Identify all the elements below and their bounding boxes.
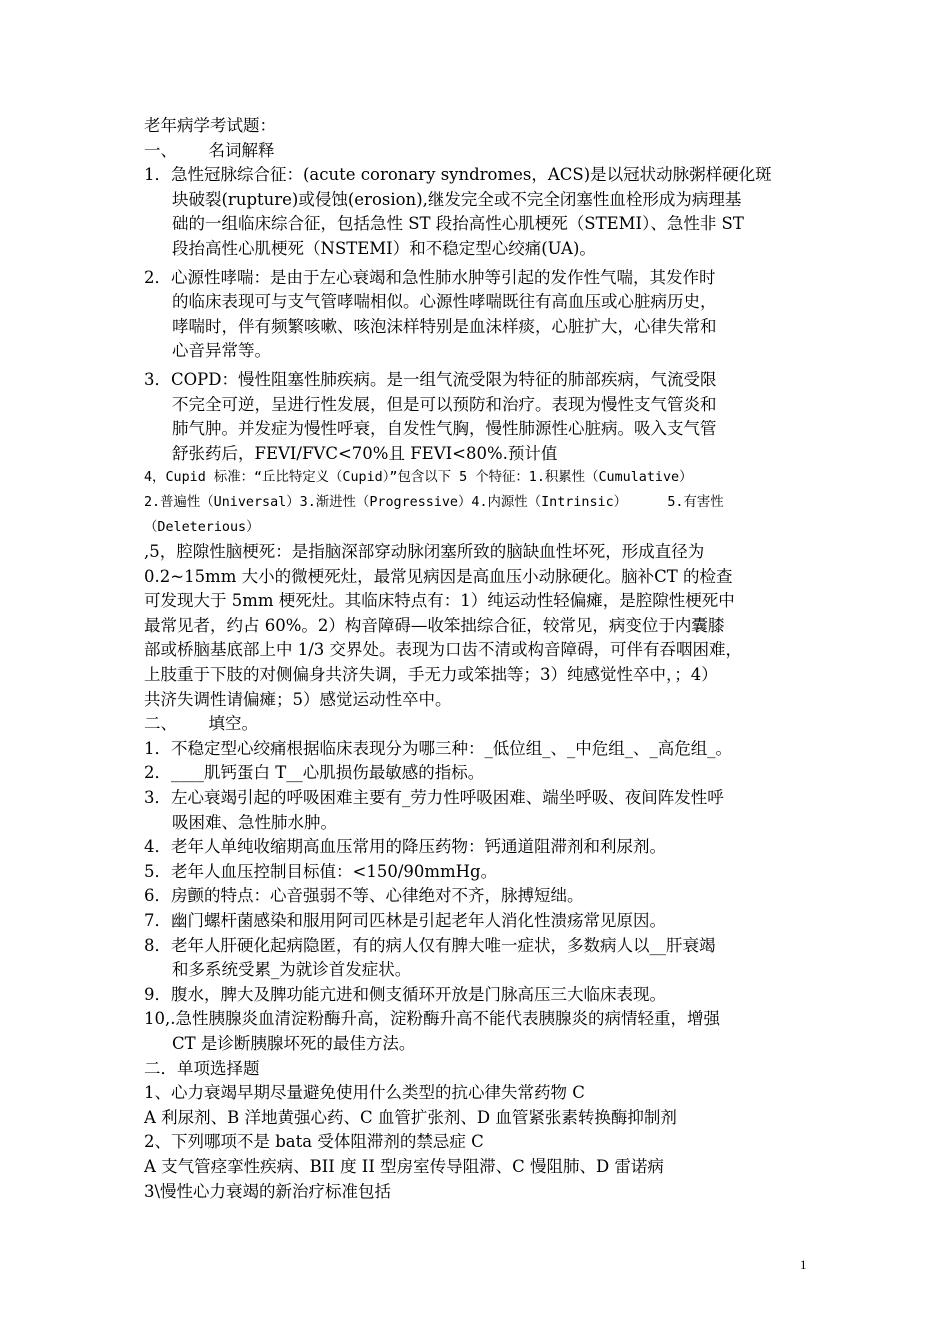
fill-item (144, 761, 808, 786)
fill-item (144, 737, 808, 762)
section-heading-fill-in: 二、 填空。 (144, 714, 258, 734)
paragraph-line: 上肢重于下肢的对侧偏身共济失调，手无力或笨拙等；3）纯感觉性卒中，；4） (144, 665, 718, 685)
paragraph-line: 8．老年人肝硬化起病隐匿，有的病人仅有脾大唯一症状，多数病人以__肝衰竭 (144, 935, 716, 955)
paragraph-line: 4，Cupid 标准：“丘比特定义（Cupid）”包含以下 5 个特征：1.积累性（Cumulative） (144, 470, 693, 486)
paragraph-line: 0.2~15mm 大小的微梗死灶，最常见病因是高血压小动脉硬化。脑补CT 的检查 (144, 566, 733, 586)
fill-item (144, 860, 808, 885)
definition-item-cardiac-asthma (144, 266, 808, 364)
paragraph-line: 可发现大于 5mm 梗死灶。其临床特点有：1）纯运动性轻偏瘫，是腔隙性梗死中 (144, 591, 735, 611)
paragraph-line: 础的一组临床综合征，包括急性 ST 段抬高性心肌梗死（STEMI）、急性非 ST (172, 214, 744, 234)
paragraph-line: 最常见者，约占 60%。2）构音障碍—收笨拙综合征，较常见，病变位于内囊膝 (144, 615, 725, 635)
mcq-options: A 支气管痉挛性疾病、BII 度 II 型房室传导阻滞、C 慢阻肺、D 雷诺病 (144, 1156, 664, 1176)
fill-item (144, 884, 808, 909)
paragraph-line: 2.普遍性（Universal）3.渐进性（Progressive）4.内源性（Intrinsic） 5.有害性 (144, 494, 724, 510)
paragraph-line: 块破裂(rupture)或侵蚀(erosion),继发完全或不完全闭塞性血栓形成为病理基 (172, 189, 742, 209)
section-heading-multiple-choice: 二．单项选择题 (144, 1058, 260, 1078)
paragraph-line: 3．左心衰竭引起的呼吸困难主要有_劳力性呼吸困难、端坐呼吸、夜间阵发性呼 (144, 788, 724, 808)
paragraph-line: （Deleterious） (144, 519, 260, 535)
fill-item (144, 835, 808, 860)
paragraph-line: 和多系统受累_为就诊首发症状。 (172, 960, 412, 980)
paragraph-line: 2．心源性哮喘：是由于左心衰竭和急性肺水肿等引起的发作性气喘，其发作时 (144, 267, 716, 287)
mcq-options: A 利尿剂、B 洋地黄强心药、C 血管扩张剂、D 血管紧张素转换酶抑制剂 (144, 1107, 677, 1127)
paragraph-line: 心音异常等。 (172, 341, 271, 361)
paragraph-line: 3．COPD：慢性阻塞性肺疾病。是一组气流受限为特征的肺部疾病，气流受限 (144, 369, 717, 389)
fill-item (144, 983, 808, 1008)
paragraph-line: 4．老年人单纯收缩期高血压常用的降压药物：钙通道阻滞剂和利尿剂。 (144, 837, 666, 857)
document-body (144, 114, 808, 1204)
paragraph-line: 2．____肌钙蛋白 T__心肌损伤最敏感的指标。 (144, 763, 485, 783)
document-title: 老年病学考试题： (144, 116, 276, 135)
definition-item-acs (144, 163, 808, 261)
paragraph-line: 1．急性冠脉综合征：(acute coronary syndromes，ACS)是以冠状动脉粥样硬化斑 (144, 165, 772, 185)
paragraph-line: 肺气肿。并发症为慢性呼衰，自发性气胸，慢性肺源性心脏病。吸入支气管 (172, 419, 717, 439)
paragraph-line: 1．不稳定型心绞痛根据临床表现分为哪三种：_低位组_、_中危组_、_高危组_。 (144, 738, 732, 758)
paragraph-line: 7．幽门螺杆菌感染和服用阿司匹林是引起老年人消化性溃疡常见原因。 (144, 911, 666, 930)
paragraph-line: 9．腹水，脾大及脾功能亢进和侧支循环开放是门脉高压三大临床表现。 (144, 984, 666, 1004)
mcq-question: 1、心力衰竭早期尽量避免使用什么类型的抗心律失常药物 C (144, 1083, 585, 1103)
page-number: 1 (800, 1257, 807, 1272)
paragraph-line: 不完全可逆，呈进行性发展，但是可以预防和治疗。表现为慢性支气管炎和 (172, 394, 717, 414)
paragraph-line: 哮喘时，伴有频繁咳嗽、咳泡沫样特别是血沫样痰，心脏扩大，心律失常和 (172, 316, 717, 336)
fill-item (144, 786, 808, 835)
fill-item (144, 1007, 808, 1056)
mcq-question: 2、下列哪项不是 bata 受体阻滞剂的禁忌症 C (144, 1132, 484, 1152)
paragraph-line: CT 是诊断胰腺坏死的最佳方法。 (172, 1033, 416, 1053)
paragraph-line: 舒张药后，FEVI/FVC<70%且 FEVI<80%.预计值 (172, 443, 558, 463)
paragraph-line: 5．老年人血压控制目标值：<150/90mmHg。 (144, 861, 498, 881)
fill-item (144, 909, 808, 934)
paragraph-line: 6．房颤的特点：心音强弱不等、心律绝对不齐，脉搏短绌。 (144, 886, 584, 906)
definition-item-lacunar-infarction (144, 540, 808, 712)
paragraph-line: 的临床表现可与支气管哮喘相似。心源性哮喘既往有高血压或心脏病历史， (172, 292, 717, 312)
paragraph-line: 段抬高性心肌梗死（NSTEMI）和不稳定型心绞痛(UA)。 (172, 238, 596, 258)
definition-item-copd (144, 368, 808, 466)
paragraph-line: 10,.急性胰腺炎血清淀粉酶升高，淀粉酶升高不能代表胰腺炎的病情轻重，增强 (144, 1009, 720, 1029)
paragraph-line: ,5，腔隙性脑梗死：是指脑深部穿动脉闭塞所致的脑缺血性坏死，形成直径为 (144, 542, 705, 562)
paragraph-line: 共济失调性请偏瘫；5）感觉运动性卒中。 (144, 689, 452, 709)
mcq-question: 3\慢性心力衰竭的新治疗标准包括 (144, 1181, 392, 1201)
mcq-list (144, 1081, 808, 1204)
definition-item-cupid (144, 466, 808, 540)
paragraph-line: 部或桥脑基底部上中 1/3 交界处。表现为口齿不清或构音障碍，可伴有吞咽困难， (144, 640, 743, 660)
paragraph-line: 吸困难、急性肺水肿。 (172, 812, 337, 832)
fill-item (144, 934, 808, 983)
section-heading-definitions: 一、 名词解释 (144, 140, 275, 160)
